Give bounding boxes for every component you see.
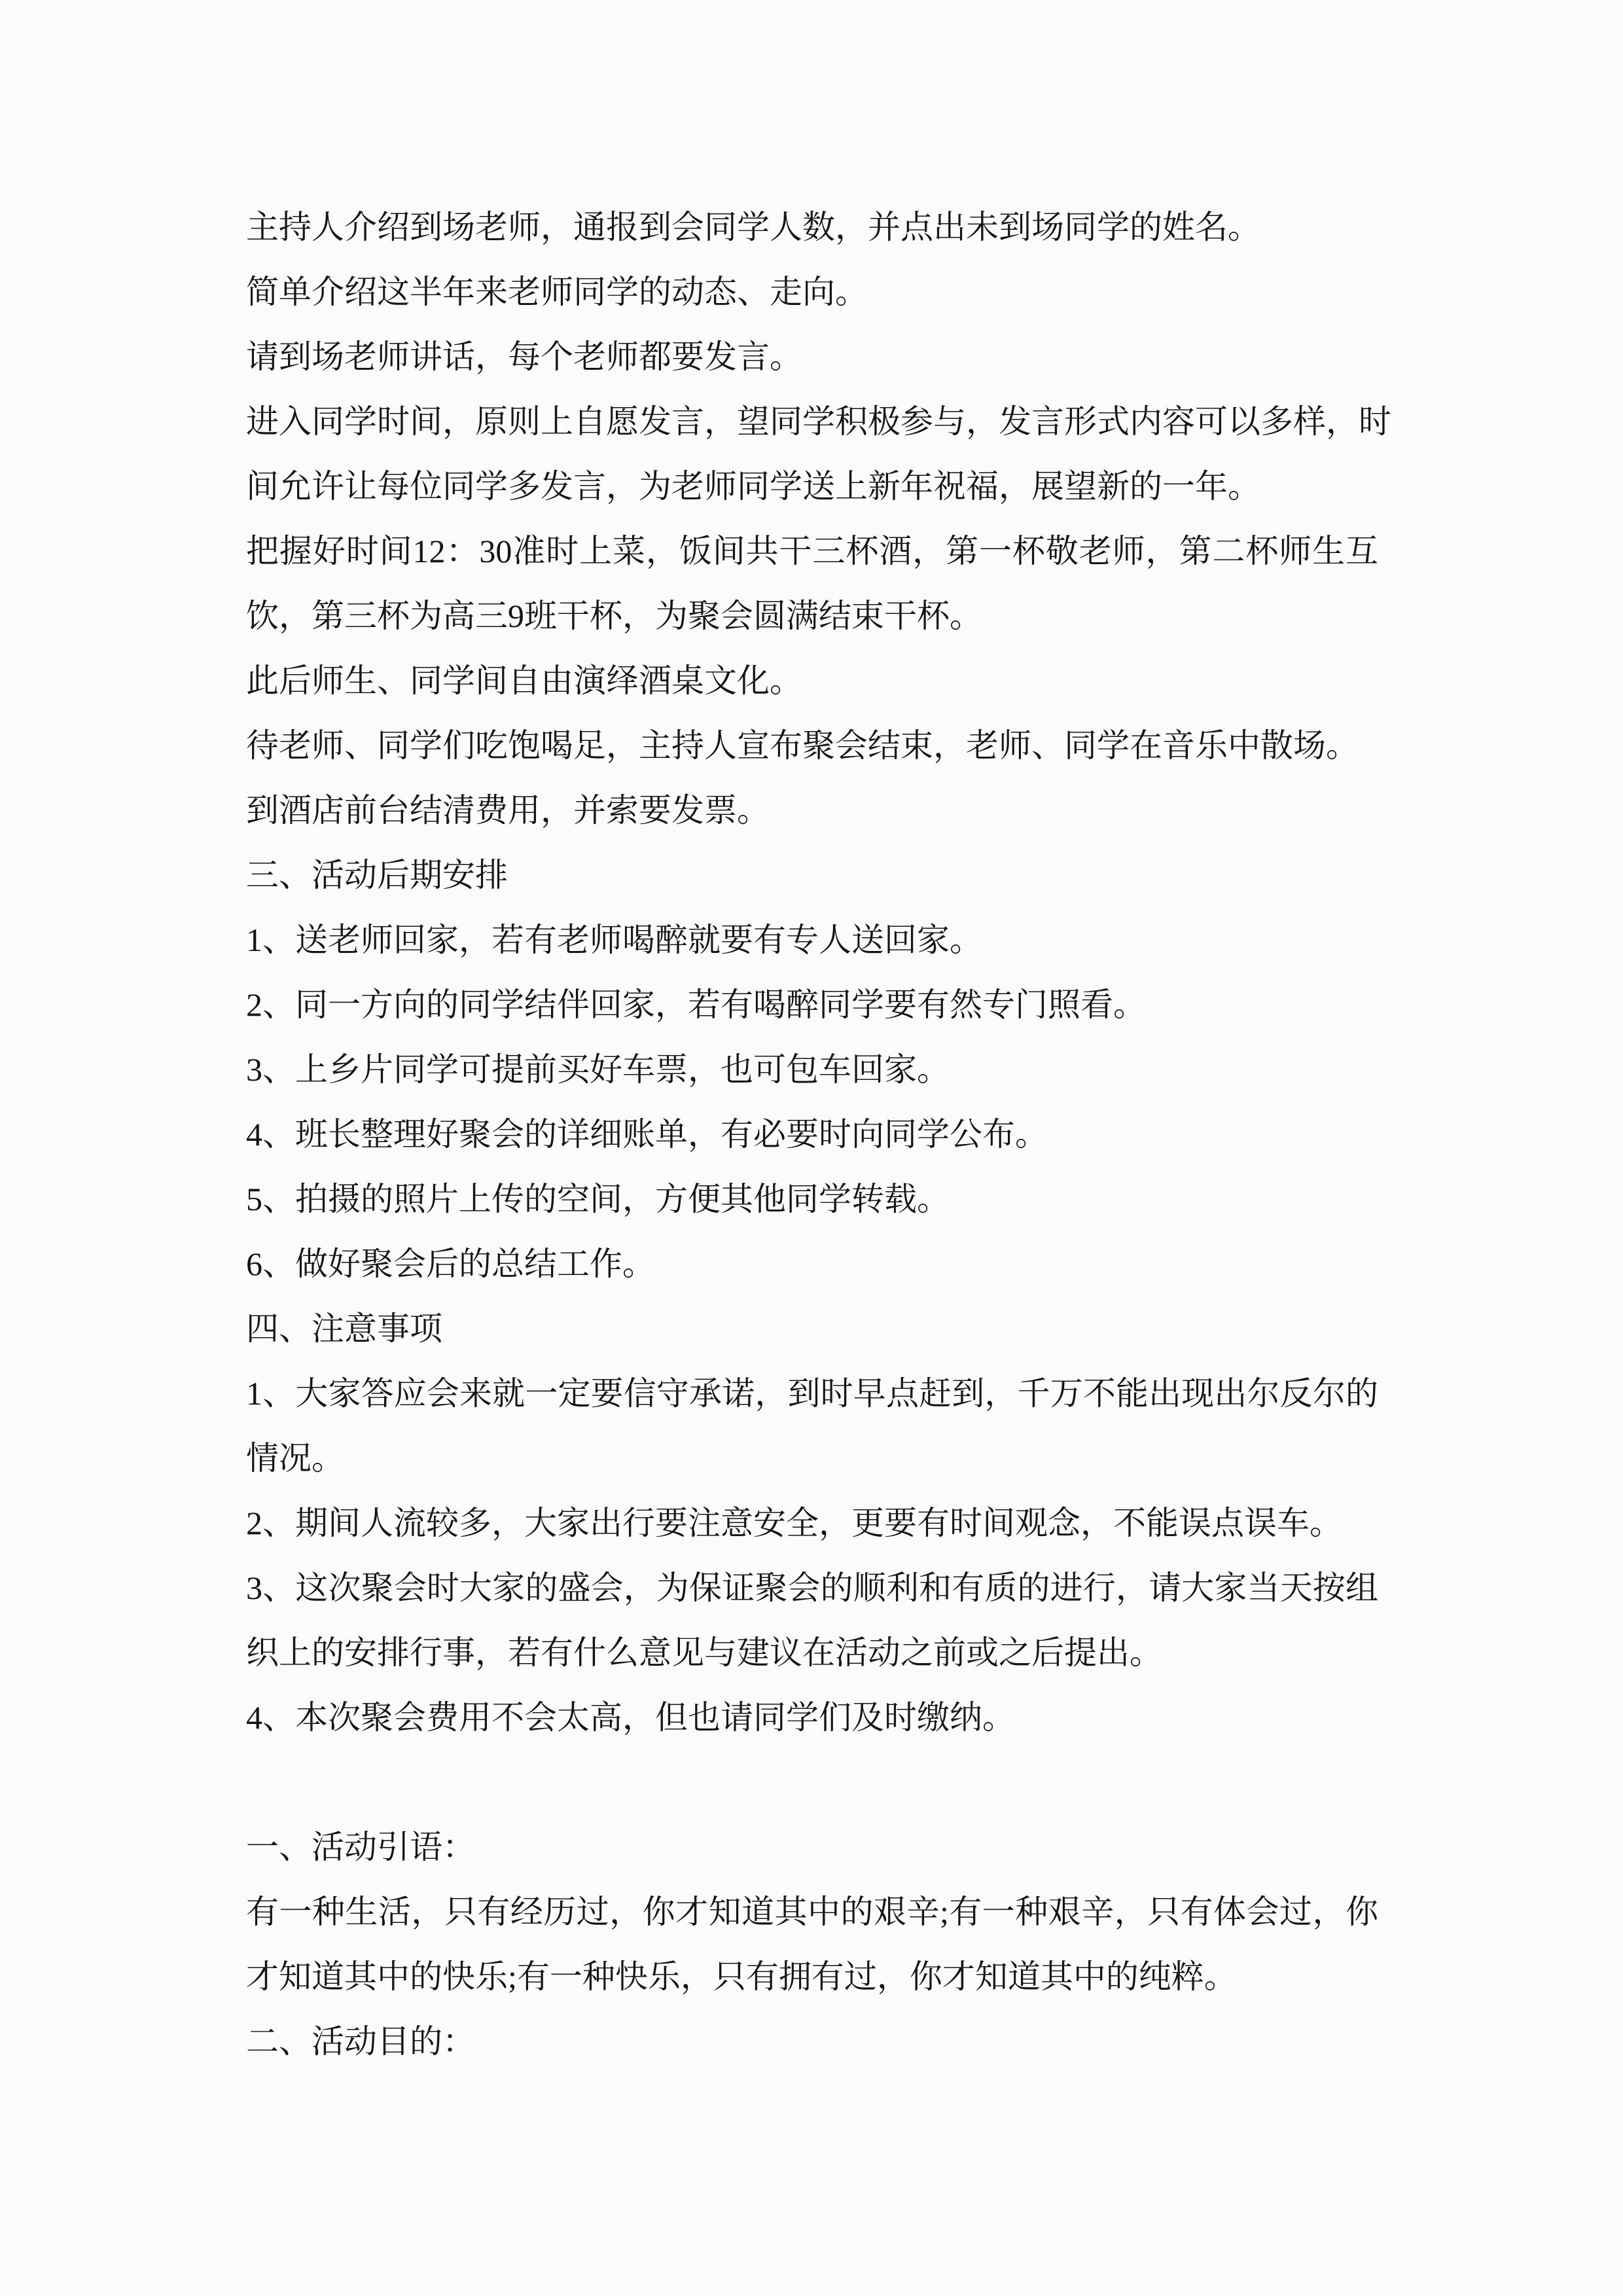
text-line: 4、班长整理好聚会的详细账单，有必要时向同学公布。 — [246, 1116, 1048, 1153]
text-line: 间允许让每位同学多发言，为老师同学送上新年祝福，展望新的一年。 — [246, 468, 1260, 505]
text-line: 待老师、同学们吃饱喝足，主持人宣布聚会结束，老师、同学在音乐中散场。 — [246, 727, 1359, 764]
text-line: 此后师生、同学间自由演绎酒桌文化。 — [246, 662, 802, 699]
text-line: 三、活动后期安排 — [246, 857, 508, 893]
text-line: 3、这次聚会时大家的盛会，为保证聚会的顺利和有质的进行，请大家当天按组 — [246, 1570, 1378, 1606]
blank-line — [246, 1750, 1378, 1815]
text-line: 二、活动目的： — [246, 2023, 475, 2060]
text-line: 饮，第三杯为高三9班干杯，为聚会圆满结束干杯。 — [246, 598, 982, 634]
document-text-body — [246, 195, 1391, 2074]
text-line: 把握好时间12：30准时上菜，饭间共干三杯酒，第一杯敬老师，第二杯师生互 — [246, 533, 1378, 569]
text-line: 四、注意事项 — [246, 1310, 442, 1347]
text-line: 一、活动引语： — [246, 1829, 475, 1865]
text-line: 到酒店前台结清费用，并索要发票。 — [246, 792, 770, 829]
text-line: 2、同一方向的同学结伴回家，若有喝醉同学要有然专门照看。 — [246, 986, 1146, 1023]
text-line: 3、上乡片同学可提前买好车票，也可包车回家。 — [246, 1051, 950, 1088]
text-line: 简单介绍这半年来老师同学的动态、走向。 — [246, 274, 868, 310]
text-line: 请到场老师讲话，每个老师都要发言。 — [246, 338, 802, 375]
text-line: 织上的安排行事，若有什么意见与建议在活动之前或之后提出。 — [246, 1634, 1162, 1671]
text-line: 主持人介绍到场老师，通报到会同学人数，并点出未到场同学的姓名。 — [246, 209, 1260, 245]
text-line: 4、本次聚会费用不会太高，但也请同学们及时缴纳。 — [246, 1699, 1015, 1736]
text-line: 5、拍摄的照片上传的空间，方便其他同学转载。 — [246, 1181, 950, 1217]
text-line: 进入同学时间，原则上自愿发言，望同学积极参与，发言形式内容可以多样，时 — [246, 403, 1391, 440]
text-line: 6、做好聚会后的总结工作。 — [246, 1246, 655, 1282]
text-line: 1、大家答应会来就一定要信守承诺，到时早点赶到，千万不能出现出尔反尔的 — [246, 1375, 1378, 1412]
text-line: 2、期间人流较多，大家出行要注意安全，更要有时间观念，不能误点误车。 — [246, 1505, 1342, 1541]
text-line: 有一种生活，只有经历过，你才知道其中的艰辛;有一种艰辛，只有体会过，你 — [246, 1893, 1378, 1930]
text-line: 情况。 — [246, 1440, 344, 1477]
text-line: 才知道其中的快乐;有一种快乐，只有拥有过，你才知道其中的纯粹。 — [246, 1958, 1237, 1995]
text-line: 1、送老师回家，若有老师喝醉就要有专人送回家。 — [246, 922, 982, 958]
